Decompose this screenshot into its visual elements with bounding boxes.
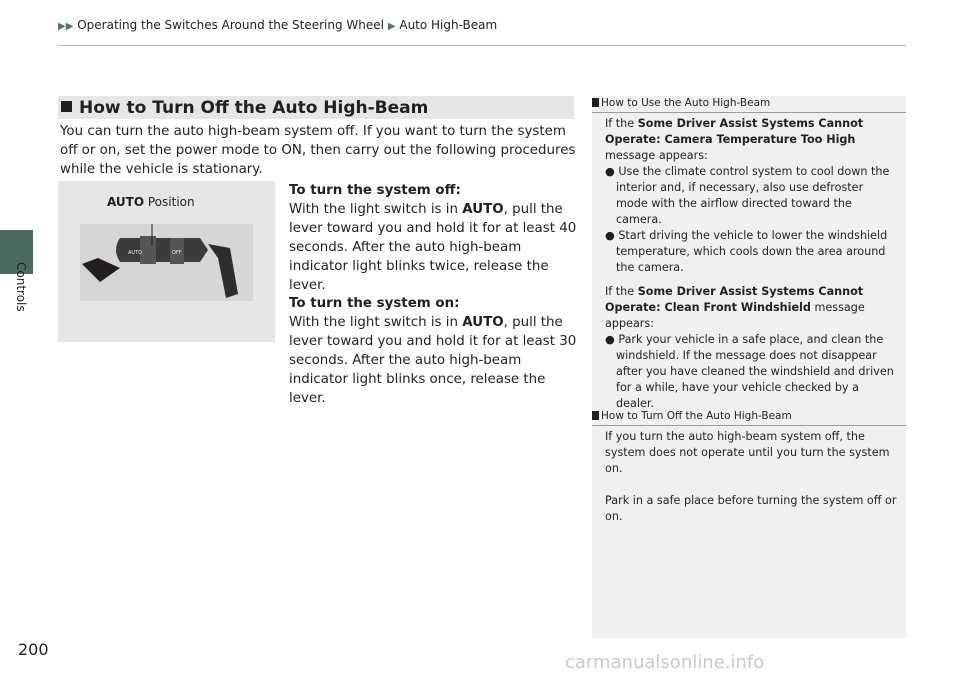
figure-label-rest: Position (144, 195, 195, 209)
lever-auto-text: AUTO (128, 250, 143, 256)
breadcrumb-arrow-icon: ▶ (387, 21, 396, 32)
page-number: 200 (18, 640, 49, 659)
lever-off-text: OFF (172, 250, 182, 256)
procedure-turn-on (289, 294, 579, 408)
breadcrumb (58, 18, 497, 32)
note-bullet: ● Park your vehicle in a safe place, and clean the windshield. If the message does not disappear after you have cleaned the windshield and driven for a while, have your vehicle checked by a dealer. (605, 333, 894, 410)
breadcrumb-item[interactable]: Operating the Switches Around the Steering Wheel (77, 18, 384, 32)
section-title: How to Turn Off the Auto High-Beam (79, 98, 429, 118)
note-bullet: ● Start driving the vehicle to lower the windshield temperature, which cools down the area around the camera. (605, 229, 888, 274)
procedure-text (289, 313, 579, 408)
procedure-text-post: , pull the lever toward you and hold it for at least 30 seconds. After the auto high-beam indicator light blinks once, release the lever. (289, 315, 577, 406)
breadcrumb-item[interactable]: Auto High-Beam (399, 18, 498, 32)
figure-label-bold: AUTO (107, 195, 145, 209)
chapter-tab-label-wrap (14, 262, 30, 318)
note-icon (592, 411, 599, 420)
note-heading (592, 97, 906, 109)
note-heading-text: How to Use the Auto High-Beam (601, 97, 771, 109)
procedure-title: To turn the system on: (289, 296, 460, 311)
note-text: message appears: (605, 301, 865, 330)
note-divider (592, 425, 906, 426)
procedure-text-bold: AUTO (462, 315, 504, 330)
note-text: If the (605, 285, 638, 298)
note-body (605, 429, 897, 525)
note-paragraph: If you turn the auto high-beam system off, the system does not operate until you turn the system on. (605, 430, 890, 475)
note-message-name: Some Driver Assist Systems Cannot Operate: Clean Front Windshield (605, 285, 864, 314)
note-message-name: Some Driver Assist Systems Cannot Operate: Camera Temperature Too High (605, 117, 864, 146)
procedure-text-post: , pull the lever toward you and hold it for at least 40 seconds. After the auto high-beam indicator light blinks twice, release the lever. (289, 202, 577, 293)
procedure-text-bold: AUTO (462, 202, 504, 217)
procedure-turn-off (289, 181, 579, 295)
section-bullet-icon (61, 101, 72, 112)
breadcrumb-arrow-icon: ▶▶ (58, 21, 74, 32)
procedure-text-pre: With the light switch is in (289, 315, 463, 330)
watermark: carmanualsonline.info (565, 652, 765, 673)
note-bullet: ● Use the climate control system to cool down the interior and, if necessary, also use defroster mode with the airflow directed toward the camera. (605, 165, 890, 226)
chapter-tab-label: Controls (14, 262, 28, 312)
procedure-text-pre: With the light switch is in (289, 202, 463, 217)
figure-label (107, 195, 195, 209)
note-paragraph (605, 284, 897, 332)
lever-illustration (80, 224, 253, 301)
section-intro: You can turn the auto high-beam system off. If you want to turn the system off or on, set the power mode to ON, then carry out the following procedures while the vehicle is stationary. (60, 124, 576, 177)
note-heading-text: How to Turn Off the Auto High-Beam (601, 410, 792, 422)
note-body (605, 116, 897, 412)
note-heading (592, 410, 906, 422)
note-paragraph (605, 116, 897, 164)
lever-drawing-icon (80, 224, 253, 301)
note-text: If the (605, 117, 638, 130)
note-icon (592, 98, 599, 107)
procedure-title: To turn the system off: (289, 183, 461, 198)
note-paragraph: Park in a safe place before turning the system off or on. (605, 494, 897, 523)
procedure-text (289, 200, 579, 295)
note-text: message appears: (605, 149, 708, 162)
header-divider (58, 45, 906, 46)
note-bullet-text: Park your vehicle in a safe place, and clean the windshield. If the message does not disappear after you have cleaned the windshield and driven for a while, have your vehicle checked by a dealer. (616, 333, 894, 410)
note-bullet-text: Use the climate control system to cool down the interior and, if necessary, also use defroster mode with the airflow directed toward the camera. (616, 165, 890, 226)
note-divider (592, 112, 906, 113)
note-bullet-text: Start driving the vehicle to lower the windshield temperature, which cools down the area around the camera. (616, 229, 888, 274)
